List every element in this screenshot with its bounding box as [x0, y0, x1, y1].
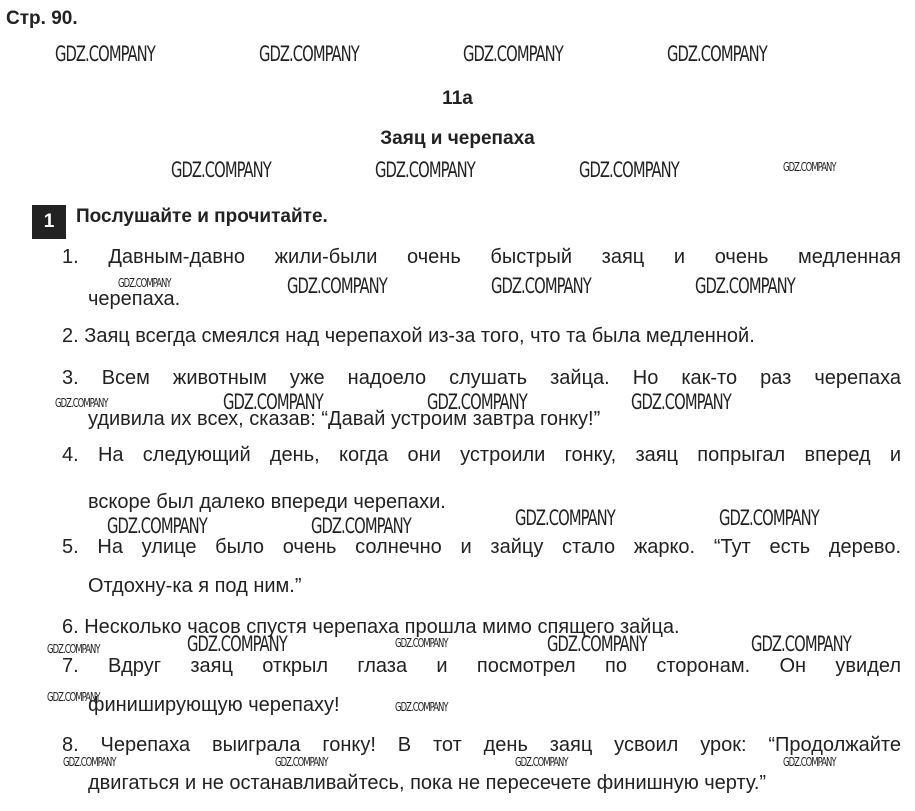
story-line-8: 8. Черепаха выиграла гонку! В тот день заяц усвоил урок: “Продолжайте [62, 734, 901, 756]
watermark: GDZ.COMPANY [107, 514, 207, 538]
story-line-3-cont: удивила их всех, сказав: “Давай устроим завтра гонку!” [88, 408, 601, 430]
story-line-4: 4. На следующий день, когда они устроили гонку, заяц попрыгал вперед и [62, 444, 901, 466]
watermark: GDZ.COMPANY [311, 514, 411, 538]
story-line-6: 6. Несколько часов спустя черепаха прошла мимо спящего зайца. [62, 616, 680, 638]
story-line-2: 2. Заяц всегда смеялся над черепахой из-за того, что та была медленной. [62, 325, 755, 347]
task-number-badge: 1 [32, 205, 66, 239]
watermark: GDZ.COMPANY [55, 42, 155, 66]
watermark: GDZ.COMPANY [47, 642, 100, 656]
watermark: GDZ.COMPANY [187, 632, 287, 656]
story-line-5: 5. На улице было очень солнечно и зайцу стало жарко. “Тут есть дерево. [62, 536, 901, 558]
watermark: GDZ.COMPANY [783, 160, 836, 174]
watermark: GDZ.COMPANY [47, 690, 100, 704]
story-line-8-cont: двигаться и не останавливайтесь, пока не пересечете финишную черту.” [88, 772, 767, 794]
watermark: GDZ.COMPANY [783, 755, 836, 769]
story-line-1: 1. Давным-давно жили-были очень быстрый заяц и очень медленная [62, 246, 901, 268]
watermark: GDZ.COMPANY [395, 636, 448, 650]
page-number: Стр. 90. [6, 8, 78, 29]
watermark: GDZ.COMPANY [547, 632, 647, 656]
watermark: GDZ.COMPANY [719, 506, 819, 530]
watermark: GDZ.COMPANY [751, 632, 851, 656]
story-line-7: 7. Вдруг заяц открыл глаза и посмотрел по сторонам. Он увидел [62, 655, 901, 677]
watermark: GDZ.COMPANY [463, 42, 563, 66]
story-line-3: 3. Всем животным уже надоело слушать зайца. Но как-то раз черепаха [62, 367, 901, 389]
lesson-number: 11a [442, 88, 473, 109]
story-line-5-cont: Отдохну-ка я под ним.” [88, 575, 302, 597]
watermark: GDZ.COMPANY [579, 158, 679, 182]
watermark: GDZ.COMPANY [223, 390, 323, 414]
watermark: GDZ.COMPANY [275, 755, 328, 769]
watermark: GDZ.COMPANY [695, 274, 795, 298]
watermark: GDZ.COMPANY [287, 274, 387, 298]
story-title: Заяц и черепаха [380, 128, 535, 149]
watermark: GDZ.COMPANY [118, 276, 171, 290]
watermark: GDZ.COMPANY [395, 700, 448, 714]
watermark: GDZ.COMPANY [515, 755, 568, 769]
story-line-7-cont: финиширующую черепаху! [88, 694, 340, 716]
watermark: GDZ.COMPANY [55, 396, 108, 410]
watermark: GDZ.COMPANY [375, 158, 475, 182]
watermark: GDZ.COMPANY [259, 42, 359, 66]
task-instruction: Послушайте и прочитайте. [76, 206, 328, 227]
watermark: GDZ.COMPANY [63, 755, 116, 769]
watermark: GDZ.COMPANY [427, 390, 527, 414]
watermark: GDZ.COMPANY [515, 506, 615, 530]
watermark: GDZ.COMPANY [171, 158, 271, 182]
story-line-1-cont: черепаха. [88, 288, 181, 310]
story-line-4-cont: вскоре был далеко впереди черепахи. [88, 491, 446, 513]
watermark: GDZ.COMPANY [491, 274, 591, 298]
watermark: GDZ.COMPANY [667, 42, 767, 66]
watermark: GDZ.COMPANY [631, 390, 731, 414]
